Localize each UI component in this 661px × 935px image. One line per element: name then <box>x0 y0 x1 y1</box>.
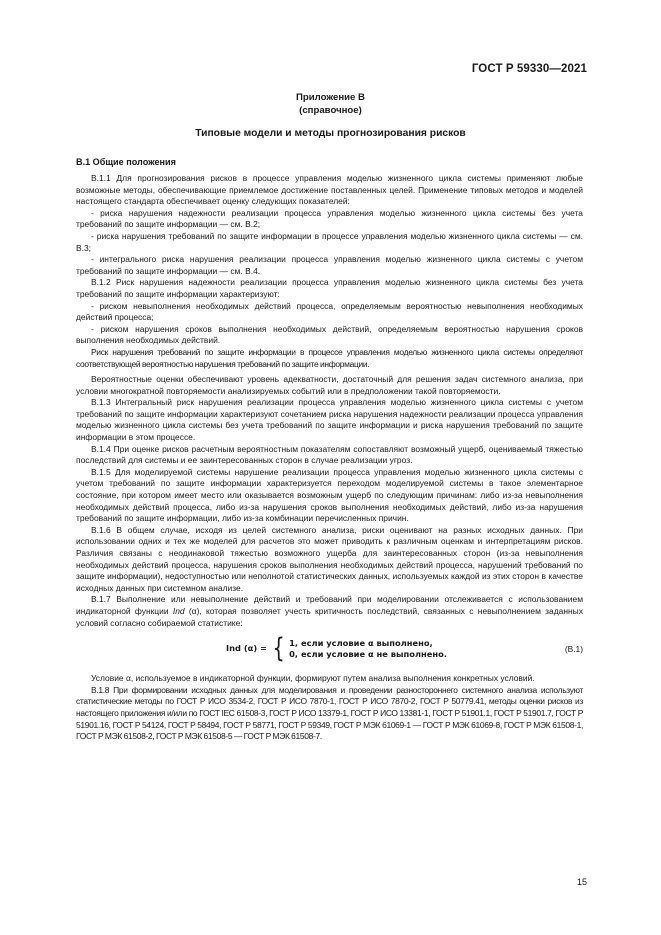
paragraph: Риск нарушения требований по защите информации в процессе управления моделью жизненного цикла системы определяют соответствующей вероятностью нарушения требований по защите информации. <box>76 346 583 369</box>
indicator-function-name: Ind <box>172 605 185 616</box>
paragraph-b-1-1: В.1.1 Для прогнозирования рисков в процессе управления моделью жизненного цикла системы применяют любые возможные методы, обеспечивающие приемлемое достижение поставленных целей. Применение типовых методов и моделей настоящего стандарта обеспечивает оценку следующих показателей: <box>76 173 583 207</box>
list-item: - риском невыполнения необходимых действий процесса, определяемым вероятностью невыполнения необходимых действий процесса; <box>76 300 583 323</box>
paragraph-text: , которая позволяет учесть критичность последствий, связанных с невыполнением заданных условий согласно собираемой статистике: <box>76 605 583 628</box>
paragraph-b-1-8: В.1.8 При формировании исходных данных для моделирования и проведении разностороннего системного анализа используют статистические методы по ГОСТ Р ИСО 3534-2, ГОСТ Р ИСО 7870-1, ГОСТ Р ИСО 7870-2, ГОСТ Р 50779.41, методы оценки рисков из настоящего приложения и/или по ГОСТ IEC 61508-3, ГОСТ Р ИСО 13379-1, ГОСТ Р ИСО 13381-1, ГОСТ Р 51901.1, ГОСТ Р 51901.7, ГОСТ Р 51901.16, ГОСТ Р 54124, ГОСТ Р 58494, ГОСТ Р 58771, ГОСТ Р 59349, ГОСТ Р МЭК 61069-1 — ГОСТ Р МЭК 61069-8, ГОСТ Р МЭК 61508-1, ГОСТ Р МЭК 61508-2, ГОСТ Р МЭК 61508-5 — ГОСТ Р МЭК 61508-7. <box>76 684 583 742</box>
formula-number: (В.1) <box>564 644 583 655</box>
appendix-title: Приложение В <box>296 92 365 103</box>
document-header: ГОСТ Р 59330—2021 <box>471 63 587 75</box>
formula-b-1 <box>76 635 583 669</box>
paragraph-text: В.1.7 Выполнение или невыполнение действий и требований при моделировании отслеживается с использованием индикаторной функции <box>76 594 583 616</box>
list-item: - риском нарушения сроков выполнения необходимых действий, определяемым вероятностью нарушения сроков выполнения необходимых действий. <box>76 323 583 346</box>
subsection-heading: В.1 Общие положения <box>76 157 176 167</box>
paragraph-b-1-6: В.1.6 В общем случае, исходя из целей системного анализа, риски оценивают на разных исходных данных. При использовании одних и тех же моделей для расчетов это может приводить к различным оценкам и интерпретациям рисков. Различия связаны с неодинаковой тяжестью возможного ущерба для заинтересованных сторон (из-за невыполнения необходимых действий процесса, нарушения сроков выполнения необходимых действий процесса, нарушений требований по защите информации), недоступностью или неполнотой статистических данных, используемых каждой из этих сторон в качестве исходных данных при системном анализе. <box>76 524 583 593</box>
section-heading: Типовые модели и методы прогнозирования рисков <box>195 128 466 139</box>
formula-case-2: 0, если условие α не выполнено. <box>289 649 448 660</box>
list-item: - риска нарушения надежности реализации процесса управления моделью жизненного цикла системы без учета требований по защите информации — см. В.2; <box>76 207 583 230</box>
paragraph-b-1-7 <box>76 594 583 629</box>
paragraph: Вероятностные оценки обеспечивают уровень адекватности, достаточный для решения задач системного анализа, при условии многократной повторяемости анализируемых событий или в предположении такой повторяемости. <box>76 374 583 396</box>
page-number: 15 <box>576 877 587 887</box>
paragraph-b-1-5: В.1.5 Для моделируемой системы нарушение реализации процесса управления моделью жизненного цикла системы с учетом требований по защите информации характеризуется переходом моделируемой системы в такое элементарное состояние, при котором имеет место или оказывается возможным ущерб по следующим причинам: либо из-за невыполнения необходимых действий процесса, либо из-за нарушения сроков выполнения необходимых действий, либо из-за нарушения требований по защите информации, либо из-за комбинации перечисленных причин. <box>76 466 583 524</box>
list-item: - риска нарушения требований по защите информации в процессе управления моделью жизненного цикла системы — см. В.3; <box>76 230 583 253</box>
paragraph: Условие α, используемое в индикаторной функции, формируют путем анализа выполнения конкретных условий. <box>91 673 535 684</box>
body-text <box>76 173 583 743</box>
paragraph-b-1-2: В.1.2 Риск нарушения надежности реализации процесса управления моделью жизненного цикла системы без учета требований по защите информации характеризуют: <box>76 277 583 299</box>
paragraph-b-1-3: В.1.3 Интегральный риск нарушения реализации процесса управления моделью жизненного цикла системы с учетом требований по защите информации характеризуют сочетанием риска нарушения надежности реализации процесса управления моделью жизненного цикла системы без учета требований по защите информации и риска нарушения требований по защите информации в этом процессе. <box>76 397 583 443</box>
formula-cases <box>289 638 447 661</box>
list-item: - интегрального риска нарушения реализации процесса управления моделью жизненного цикла системы с учетом требований по защите информации — см. В.4. <box>76 254 583 276</box>
formula-case-1: 1, если условие α выполнено, <box>289 637 433 648</box>
formula-lhs: Ind (α) = <box>226 643 267 654</box>
appendix-title-block <box>0 91 661 117</box>
indicator-function-argument: (α) <box>188 605 200 616</box>
formula-body <box>226 633 448 665</box>
left-brace: { <box>272 633 285 665</box>
appendix-subtitle: (справочное) <box>299 105 362 116</box>
paragraph-b-1-4: В.1.4 При оценке рисков расчетным вероятностным показателям сопоставляют возможный ущерб, оцениваемый тяжестью последствий для системы и ее заинтересованных сторон в случае реализации угроз. <box>76 443 583 466</box>
